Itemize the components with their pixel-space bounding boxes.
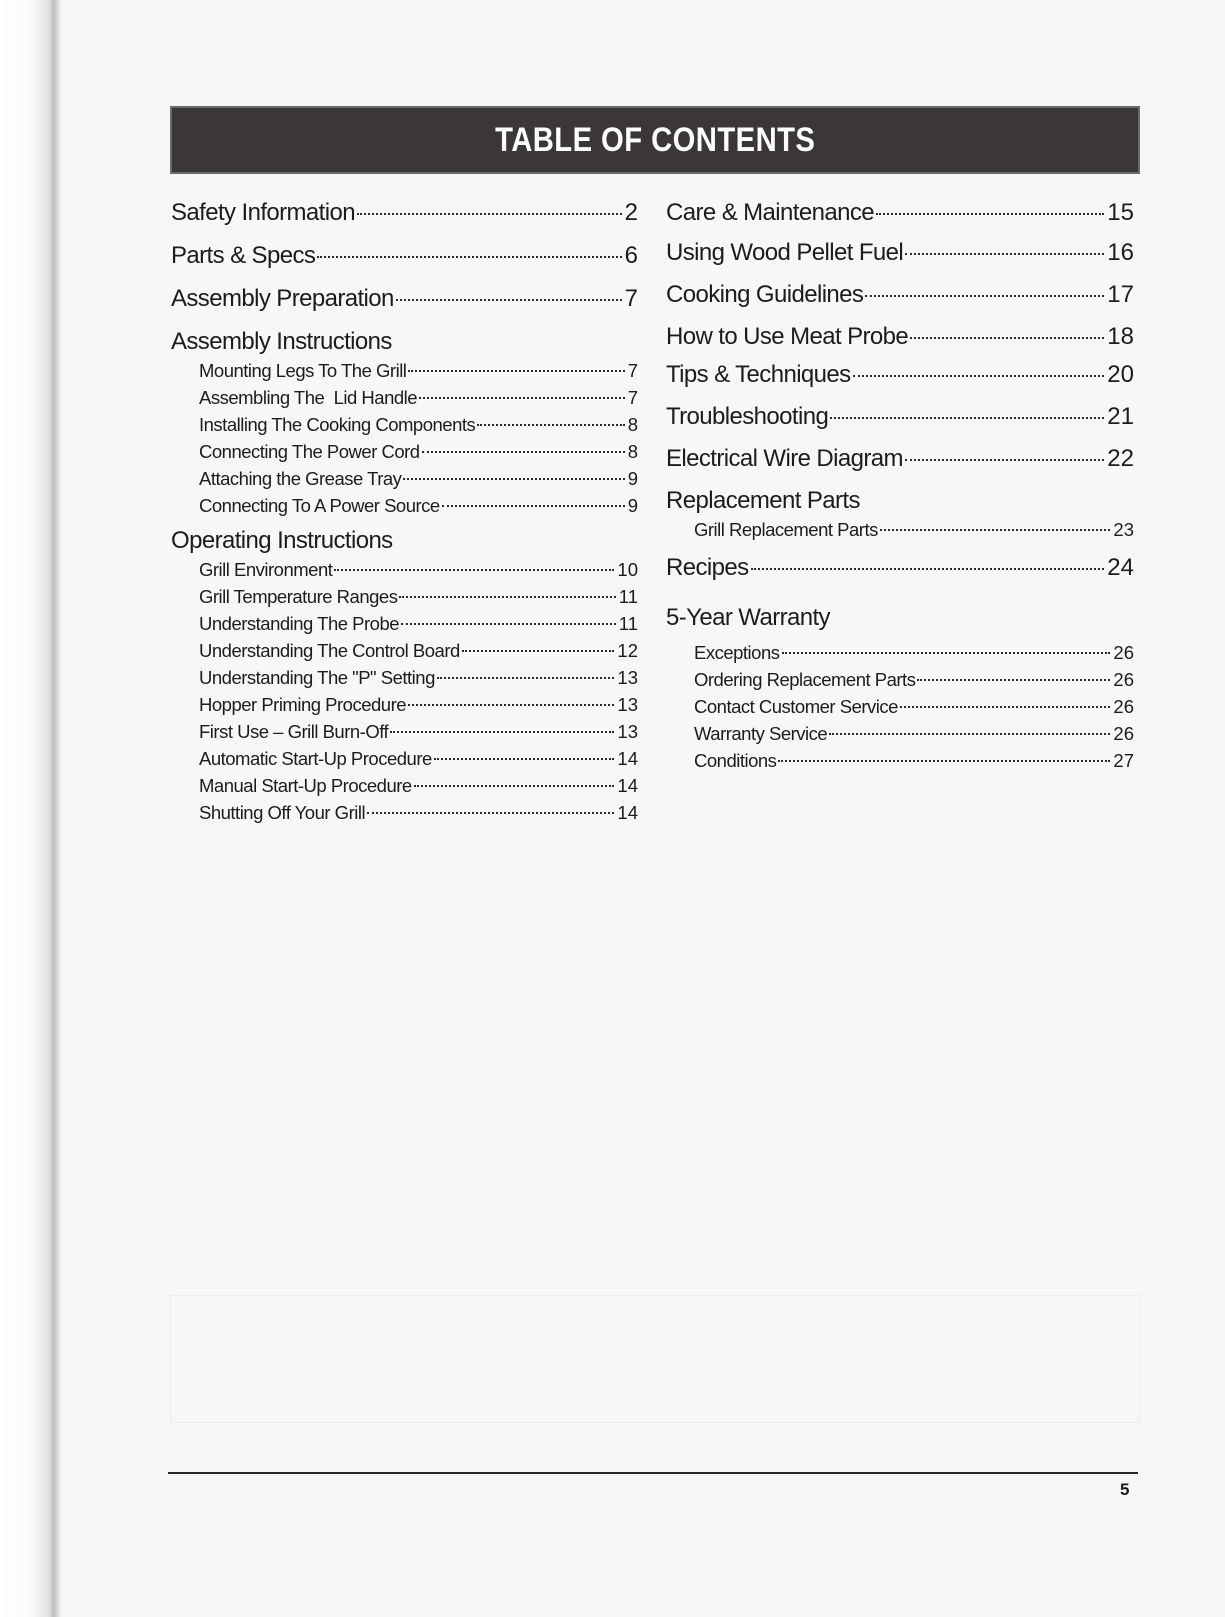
leader-dots: [396, 299, 622, 301]
header-bar: [170, 106, 1140, 174]
toc-sub-entry[interactable]: [171, 718, 638, 745]
leader-dots: [437, 677, 615, 679]
toc-page-number: 26: [1113, 723, 1134, 744]
toc-page-number: 7: [627, 360, 638, 381]
toc-sub-entry-label: Shutting Off Your Grill: [199, 802, 366, 823]
toc-entry-tips-techniques[interactable]: [666, 360, 1134, 390]
toc-sub-entry-label: Mounting Legs To The Grill: [199, 360, 407, 381]
leader-dots: [357, 213, 622, 215]
leader-dots: [390, 731, 614, 733]
toc-entry-label: Cooking Guidelines: [666, 281, 864, 308]
toc-page-number: 10: [617, 559, 638, 580]
toc-entry-label: Parts & Specs: [171, 242, 316, 269]
toc-sub-entry[interactable]: [171, 357, 638, 384]
toc-sub-entry-label: Warranty Service: [694, 723, 828, 744]
toc-entry-label: Recipes: [666, 554, 749, 581]
toc-page-number: 24: [1107, 554, 1134, 581]
leader-dots: [917, 679, 1110, 681]
toc-entry-assembly-preparation[interactable]: [171, 284, 638, 314]
section-heading-warranty: 5-Year Warranty: [666, 604, 830, 631]
toc-entry-recipes[interactable]: [666, 553, 1134, 583]
toc-page-number: 16: [1107, 239, 1134, 266]
toc-page-number: 13: [617, 694, 638, 715]
toc-sub-entry[interactable]: [171, 799, 638, 826]
toc-page-number: 8: [627, 441, 638, 462]
toc-sub-entry[interactable]: [171, 556, 638, 583]
toc-sub-entry[interactable]: [171, 411, 638, 438]
toc-page-number: 26: [1113, 642, 1134, 663]
leader-dots: [876, 213, 1104, 215]
toc-sub-entry-label: Connecting To A Power Source: [199, 495, 440, 516]
toc-sub-entry[interactable]: [666, 666, 1134, 693]
section-heading-operating-instructions: Operating Instructions: [171, 527, 393, 554]
toc-page-number: 7: [624, 285, 638, 312]
leader-dots: [434, 758, 615, 760]
toc-page-number: 26: [1113, 696, 1134, 717]
toc-sub-entry-label: Exceptions: [694, 642, 780, 663]
toc-entry-meat-probe[interactable]: [666, 322, 1134, 352]
page-binding-edge: [0, 0, 62, 1617]
toc-sub-entry-label: Installing The Cooking Components: [199, 414, 476, 435]
toc-sub-entry[interactable]: [171, 492, 638, 519]
leader-dots: [408, 704, 614, 706]
toc-page-number: 26: [1113, 669, 1134, 690]
page-number: 5: [1120, 1480, 1130, 1499]
toc-entry-wood-pellet-fuel[interactable]: [666, 238, 1134, 268]
toc-sub-entry-label: Connecting The Power Cord: [199, 441, 420, 462]
leader-dots: [853, 375, 1105, 377]
section-heading-assembly-instructions: Assembly Instructions: [171, 328, 392, 355]
leader-dots: [778, 760, 1110, 762]
toc-sub-entry-label: First Use – Grill Burn-Off: [199, 721, 389, 742]
leader-dots: [403, 478, 624, 480]
leader-dots: [422, 451, 625, 453]
toc-sub-entry[interactable]: [666, 720, 1134, 747]
toc-sub-entry[interactable]: [666, 516, 1134, 543]
toc-sub-entry-label: Understanding The Probe: [199, 613, 400, 634]
toc-sub-entry[interactable]: [666, 747, 1134, 774]
toc-sub-entry-label: Grill Environment: [199, 559, 333, 580]
leader-dots: [414, 785, 615, 787]
leader-dots: [442, 505, 625, 507]
toc-entry-label: Tips & Techniques: [666, 361, 851, 388]
toc-page-number: 23: [1113, 519, 1134, 540]
toc-sub-entry-label: Ordering Replacement Parts: [694, 669, 916, 690]
toc-page-number: 13: [617, 721, 638, 742]
toc-sub-entry[interactable]: [171, 691, 638, 718]
leader-dots: [334, 569, 614, 571]
toc-entry-label: Care & Maintenance: [666, 199, 874, 226]
toc-page-number: 14: [617, 748, 638, 769]
leader-dots: [419, 397, 625, 399]
toc-page-number: 11: [618, 613, 638, 634]
toc-sub-entry[interactable]: [171, 465, 638, 492]
toc-sub-entry[interactable]: [171, 384, 638, 411]
leader-dots: [401, 623, 616, 625]
toc-sub-entry[interactable]: [171, 610, 638, 637]
leader-dots: [751, 568, 1105, 570]
toc-sub-entry-label: Hopper Priming Procedure: [199, 694, 407, 715]
leader-dots: [367, 812, 614, 814]
toc-entry-label: Safety Information: [171, 199, 355, 226]
leader-dots: [317, 256, 621, 258]
leader-dots: [782, 652, 1111, 654]
toc-sub-entry-label: Assembling The Lid Handle: [199, 387, 418, 408]
toc-left-column: [171, 198, 638, 826]
toc-page-number: 12: [617, 640, 638, 661]
toc-sub-entry-label: Conditions: [694, 750, 777, 771]
leader-dots: [880, 529, 1111, 531]
toc-sub-entry[interactable]: [171, 772, 638, 799]
toc-page-number: 11: [618, 586, 638, 607]
toc-page-number: 9: [627, 468, 638, 489]
toc-entry-safety[interactable]: [171, 198, 638, 228]
toc-page-number: 17: [1107, 281, 1134, 308]
toc-sub-entry[interactable]: [666, 639, 1134, 666]
toc-sub-entry[interactable]: [666, 693, 1134, 720]
toc-page-number: 2: [624, 199, 638, 226]
toc-sub-entry[interactable]: [171, 583, 638, 610]
toc-sub-entry-label: Manual Start-Up Procedure: [199, 775, 412, 796]
toc-sub-entry-label: Automatic Start-Up Procedure: [199, 748, 432, 769]
toc-sub-entry-label: Understanding The "P" Setting: [199, 667, 435, 688]
toc-sub-entry[interactable]: [171, 438, 638, 465]
leader-dots: [830, 417, 1104, 419]
toc-entry-label: How to Use Meat Probe: [666, 323, 909, 350]
toc-entry-label: Using Wood Pellet Fuel: [666, 239, 904, 266]
toc-sub-entry[interactable]: [171, 745, 638, 772]
toc-entry-care-maintenance[interactable]: [666, 198, 1134, 228]
toc-sub-entry-label: Attaching the Grease Tray: [199, 468, 402, 489]
toc-entry-label: Assembly Preparation: [171, 285, 394, 312]
toc-sub-entry[interactable]: [171, 637, 638, 664]
toc-page-number: 21: [1107, 403, 1134, 430]
toc-page-number: 15: [1107, 199, 1134, 226]
toc-entry-label: Electrical Wire Diagram: [666, 445, 903, 472]
toc-page-number: 9: [627, 495, 638, 516]
toc-page-number: 14: [617, 775, 638, 796]
leader-dots: [399, 596, 615, 598]
leader-dots: [477, 424, 624, 426]
toc-sub-entry-label: Understanding The Control Board: [199, 640, 460, 661]
toc-page-number: 13: [617, 667, 638, 688]
toc-entry-label: Troubleshooting: [666, 403, 829, 430]
toc-page-number: 18: [1107, 323, 1134, 350]
section-heading-replacement-parts: Replacement Parts: [666, 487, 860, 514]
toc-sub-entry-label: Grill Replacement Parts: [694, 519, 878, 540]
toc-entry-cooking-guidelines[interactable]: [666, 280, 1134, 310]
leader-dots: [905, 459, 1104, 461]
leader-dots: [905, 253, 1104, 255]
leader-dots: [462, 650, 615, 652]
toc-page-number: 8: [627, 414, 638, 435]
leader-dots: [900, 706, 1111, 708]
leader-dots: [865, 295, 1104, 297]
toc-entry-parts-specs[interactable]: [171, 241, 638, 271]
toc-page-number: 14: [617, 802, 638, 823]
toc-sub-entry-label: Contact Customer Service: [694, 696, 898, 717]
toc-page-number: 20: [1107, 361, 1134, 388]
toc-page-number: 27: [1113, 750, 1134, 771]
page-title: TABLE OF CONTENTS: [494, 120, 816, 159]
footer-divider: [168, 1472, 1138, 1474]
leader-dots: [408, 370, 624, 372]
toc-page-number: 22: [1107, 445, 1134, 472]
toc-right-column: [666, 198, 1134, 774]
toc-entry-troubleshooting[interactable]: [666, 402, 1134, 432]
toc-page-number: 6: [624, 242, 638, 269]
toc-page-number: 7: [627, 387, 638, 408]
toc-sub-entry[interactable]: [171, 664, 638, 691]
bleed-through-table-ghost: [170, 1295, 1140, 1423]
leader-dots: [829, 733, 1110, 735]
toc-sub-entry-label: Grill Temperature Ranges: [199, 586, 398, 607]
toc-entry-wire-diagram[interactable]: [666, 444, 1134, 474]
leader-dots: [910, 337, 1104, 339]
